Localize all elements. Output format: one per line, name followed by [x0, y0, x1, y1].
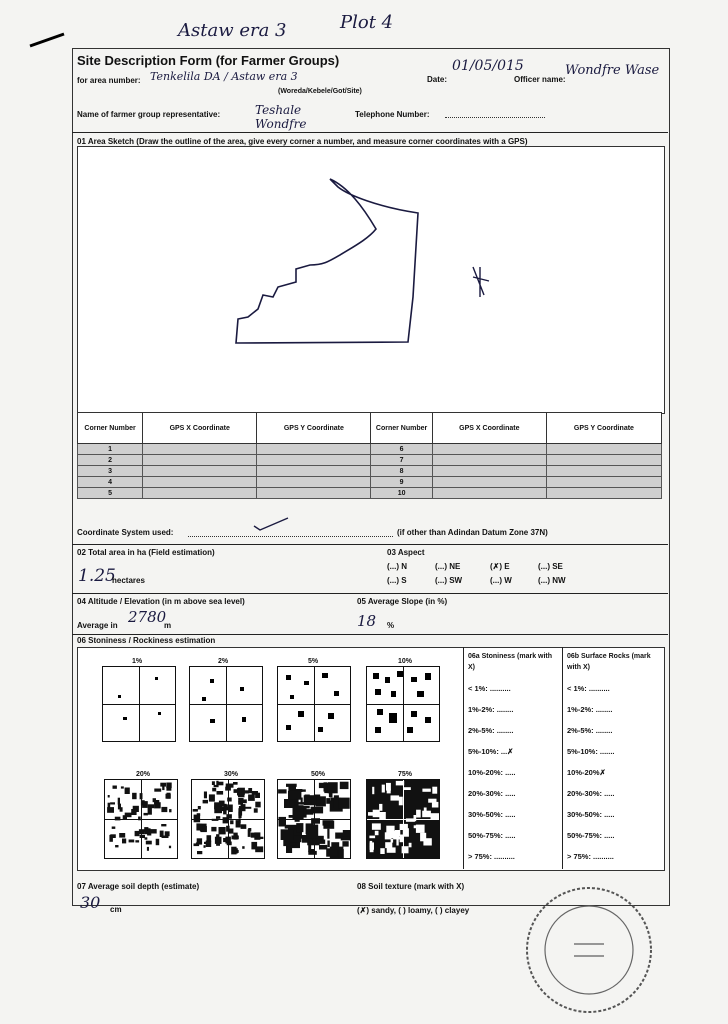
corner-number: 9: [371, 477, 432, 488]
corner-number: 4: [78, 477, 143, 488]
stoniness-col-b-title: 06b Surface Rocks (mark with X): [567, 653, 651, 671]
stoniness-options-a: [468, 678, 560, 867]
slope-label: 05 Average Slope (in %): [357, 597, 448, 606]
soil-depth-label: 07 Average soil depth (estimate): [77, 882, 200, 891]
stoniness-square-5pct: [277, 666, 351, 742]
surface-rock-option[interactable]: 10%-20%✗: [567, 768, 606, 777]
square-label: 5%: [308, 658, 319, 665]
pen-mark-icon: [28, 30, 68, 50]
surface-rock-option[interactable]: 2%-5%: ........: [567, 726, 613, 735]
altitude-prefix: Average in: [77, 621, 118, 630]
aspect-option-ne[interactable]: (...) NE: [435, 562, 461, 571]
corner-number: 7: [371, 455, 432, 466]
rep-label: Name of farmer group representative:: [77, 110, 221, 119]
aspect-option-se[interactable]: (...) SE: [538, 562, 563, 571]
total-area-label: 02 Total area in ha (Field estimation): [77, 548, 215, 557]
aspect-option-sw[interactable]: (...) SW: [435, 576, 463, 585]
aspect-label: 03 Aspect: [387, 548, 425, 557]
square-label: 50%: [311, 771, 326, 778]
soil-depth-unit: cm: [110, 905, 122, 914]
rep-value: Teshale Wondfre: [255, 103, 307, 131]
corner-number: 1: [78, 444, 143, 455]
area-hint: (Woreda/Kebele/Got/Site): [278, 88, 362, 95]
aspect-option-nw[interactable]: (...) NW: [538, 576, 566, 585]
stoniness-label: 06 Stoniness / Rockiness estimation: [77, 636, 216, 645]
aspect-option-w[interactable]: (...) W: [490, 576, 512, 585]
surface-rock-option[interactable]: 20%-30%: .....: [567, 789, 615, 798]
stoniness-option[interactable]: 30%-50%: .....: [468, 810, 516, 819]
stoniness-option[interactable]: 2%-5%: ........: [468, 726, 514, 735]
stoniness-option[interactable]: > 75%: ..........: [468, 852, 515, 861]
total-area-unit: hectares: [112, 576, 145, 585]
form-title: Site Description Form (for Farmer Groups): [77, 53, 340, 68]
date-label: Date:: [427, 75, 448, 84]
corner-number: 2: [78, 455, 143, 466]
stoniness-square-10pct: [366, 666, 440, 742]
coord-system-suffix: (if other than Adindan Datum Zone 37N): [397, 528, 548, 537]
stoniness-option[interactable]: 1%-2%: ........: [468, 705, 514, 714]
official-stamp-icon: [514, 880, 664, 1020]
corner-number: 8: [371, 466, 432, 477]
gps-table: [77, 412, 662, 499]
surface-rock-option[interactable]: 5%-10%: .......: [567, 747, 615, 756]
stoniness-square-75pct: [366, 779, 440, 859]
corner-number: 10: [371, 488, 432, 499]
gps-header: GPS Y Coordinate: [546, 413, 661, 444]
square-label: 1%: [132, 658, 143, 665]
stoniness-square-2pct: [189, 666, 263, 742]
top-note-right: Plot 4: [340, 12, 394, 33]
surface-rock-option[interactable]: < 1%: ..........: [567, 684, 610, 693]
square-label: 30%: [224, 771, 239, 778]
sketch-label: 01 Area Sketch (Draw the outline of the area, give every corner a number, and measure corner coordinates with a GPS): [77, 137, 528, 146]
top-note-left: Astaw era 3: [178, 20, 287, 41]
area-label: for area number:: [77, 76, 141, 85]
stoniness-option[interactable]: 50%-75%: .....: [468, 831, 516, 840]
stoniness-square-30pct: [191, 779, 265, 859]
check-mark-icon: [252, 516, 292, 532]
area-sketch-drawing: [78, 147, 664, 413]
square-label: 10%: [398, 658, 413, 665]
aspect-option-n[interactable]: (...) N: [387, 562, 407, 571]
corner-number: 6: [371, 444, 432, 455]
stoniness-square-1pct: [102, 666, 176, 742]
aspect-option-s[interactable]: (...) S: [387, 576, 407, 585]
surface-rock-option[interactable]: 30%-50%: .....: [567, 810, 615, 819]
gps-header: GPS X Coordinate: [432, 413, 546, 444]
table-row: [78, 444, 662, 455]
total-area-value: 1.25: [78, 566, 116, 586]
stoniness-option[interactable]: 20%-30%: .....: [468, 789, 516, 798]
aspect-options: [387, 562, 637, 585]
square-label: 20%: [136, 771, 151, 778]
stoniness-square-50pct: [277, 779, 351, 859]
corner-number: 5: [78, 488, 143, 499]
square-label: 75%: [398, 771, 413, 778]
soil-depth-value: 30: [80, 893, 101, 912]
altitude-label: 04 Altitude / Elevation (in m above sea level): [77, 597, 245, 606]
square-label: 2%: [218, 658, 229, 665]
surface-rock-option[interactable]: 50%-75%: .....: [567, 831, 615, 840]
officer-value: Wondfre Wase: [565, 63, 660, 78]
coord-system-label: Coordinate System used:: [77, 528, 174, 537]
surface-rock-options-b: [567, 678, 659, 867]
phone-label: Telephone Number:: [355, 110, 430, 119]
stoniness-col-a-title: 06a Stoniness (mark with X): [468, 653, 553, 671]
gps-header: Corner Number: [371, 413, 432, 444]
officer-label: Officer name:: [514, 75, 566, 84]
gps-header: Corner Number: [78, 413, 143, 444]
date-value: 01/05/015: [452, 58, 524, 74]
stoniness-option[interactable]: < 1%: ..........: [468, 684, 511, 693]
table-row: [78, 455, 662, 466]
soil-texture-value[interactable]: (✗) sandy, ( ) loamy, ( ) clayey: [357, 906, 470, 915]
area-value: Tenkelila DA / Astaw era 3: [150, 70, 298, 83]
soil-texture-label: 08 Soil texture (mark with X): [357, 882, 465, 891]
phone-value: [445, 108, 545, 118]
table-row: [78, 466, 662, 477]
stoniness-square-20pct: [104, 779, 178, 859]
slope-unit: %: [387, 621, 395, 630]
stoniness-option[interactable]: 10%-20%: .....: [468, 768, 516, 777]
aspect-option-e[interactable]: (✗) E: [490, 562, 510, 571]
gps-header: GPS Y Coordinate: [257, 413, 371, 444]
table-row: [78, 488, 662, 499]
stoniness-option[interactable]: 5%-10%: ...✗: [468, 747, 514, 756]
table-row: [78, 477, 662, 488]
gps-header: GPS X Coordinate: [143, 413, 257, 444]
altitude-unit: m: [164, 621, 172, 630]
area-sketch-box: [77, 146, 665, 414]
surface-rock-option[interactable]: 1%-2%: ........: [567, 705, 613, 714]
altitude-value: 2780: [128, 608, 167, 626]
surface-rock-option[interactable]: > 75%: ..........: [567, 852, 614, 861]
corner-number: 3: [78, 466, 143, 477]
slope-value: 18: [357, 612, 377, 630]
